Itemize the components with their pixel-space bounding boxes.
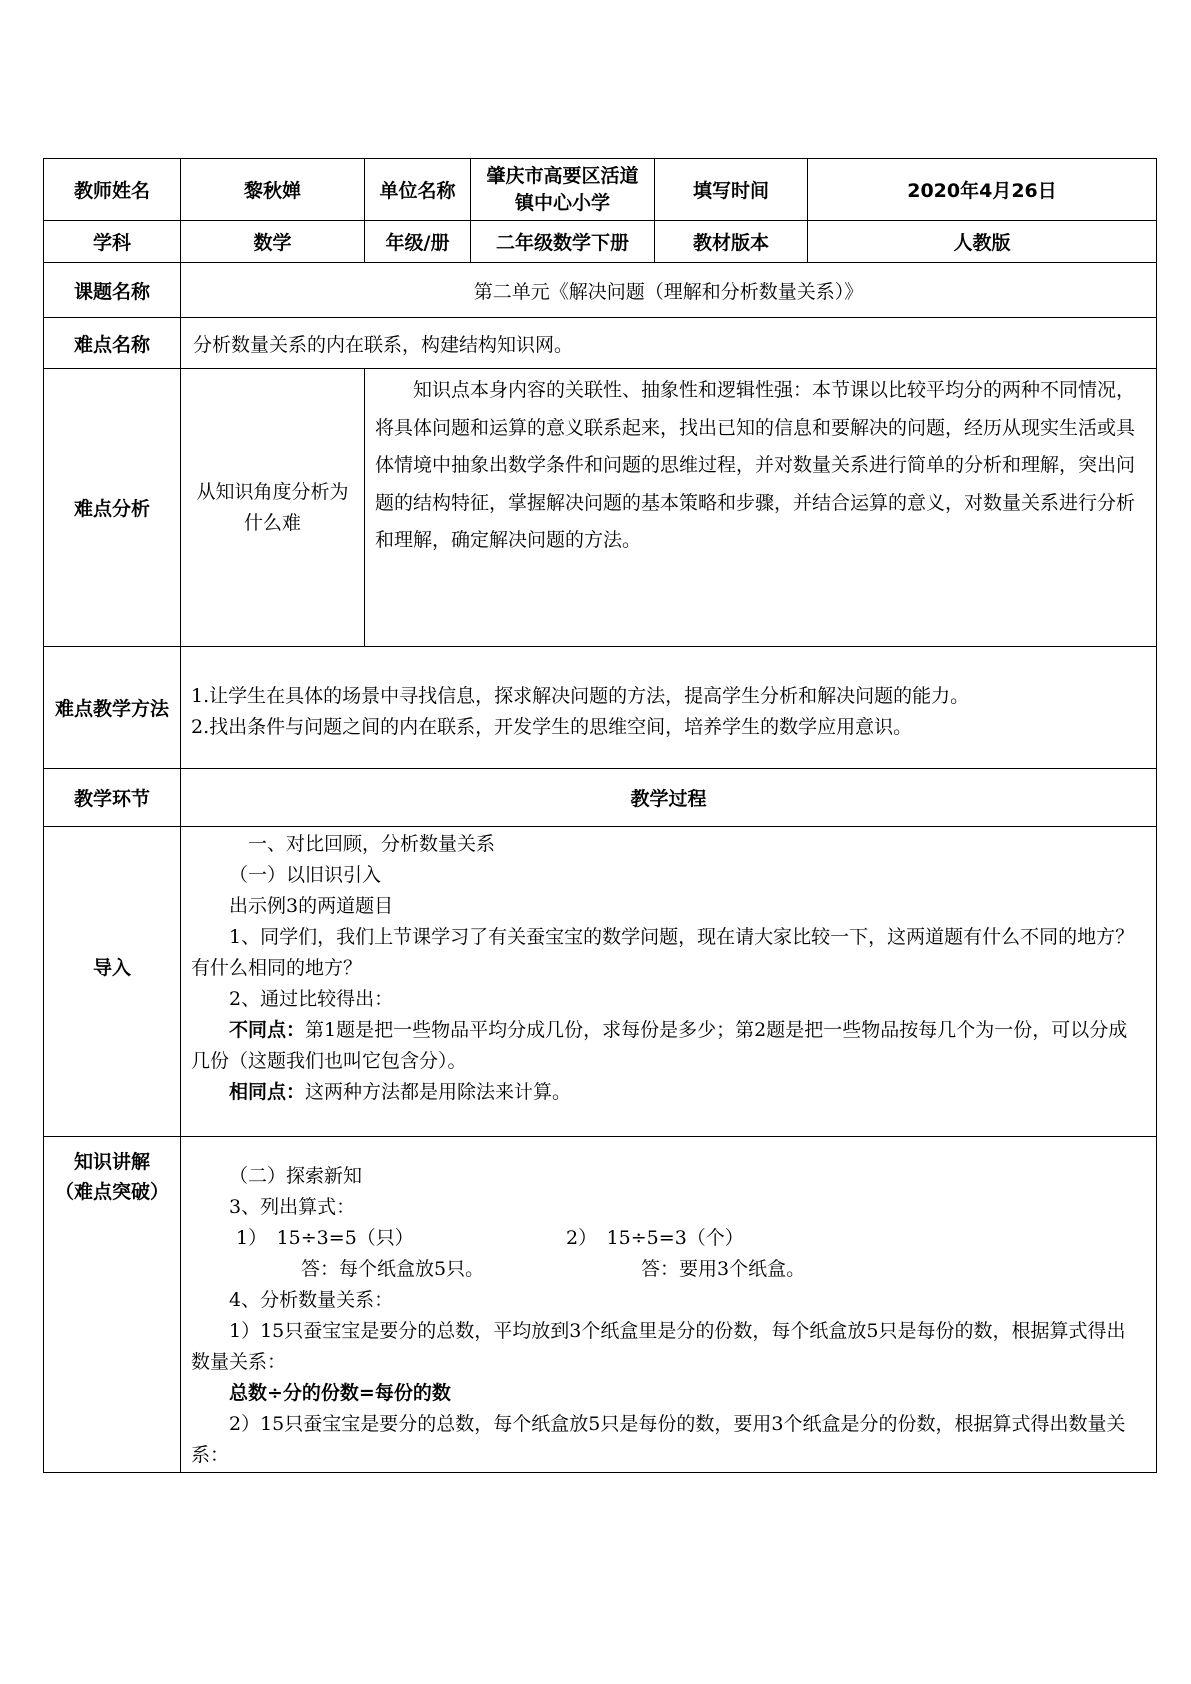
intro-p3: 出示例3的两道题目	[229, 895, 394, 917]
intro-p5: 2、通过比较得出：	[229, 988, 394, 1010]
subject-value: 数学	[181, 221, 365, 263]
unit-value	[471, 159, 655, 221]
edition-value: 人教版	[808, 221, 1157, 263]
grade-label: 年级/册	[365, 221, 471, 263]
analysis-sub-label-line2: 什么难	[243, 511, 301, 534]
knowledge-label-line2: （难点突破）	[54, 1181, 169, 1203]
analysis-sub-label-line1: 从知识角度分析为	[196, 480, 349, 503]
intro-p2: （一）以旧识引入	[229, 864, 382, 886]
teacher-value: 黎秋婵	[181, 159, 365, 221]
analysis-text-cell	[365, 369, 1157, 647]
intro-p1: 一、对比回顾，分析数量关系	[248, 833, 496, 855]
analysis-row	[44, 369, 1157, 647]
calc-2: 2） 15÷5=3（个）	[566, 1227, 744, 1249]
answer-row	[191, 1254, 1142, 1285]
difficulty-label: 难点名称	[44, 318, 181, 369]
teacher-label: 教师姓名	[44, 159, 181, 221]
stage-label: 教学环节	[44, 769, 181, 827]
date-value: 2020年4月26日	[808, 159, 1157, 221]
method-line1: 1.让学生在具体的场景中寻找信息，探求解决问题的方法，提高学生分析和解决问题的能力。	[191, 685, 970, 707]
intro-cell	[181, 827, 1157, 1137]
unit-value-line1: 肇庆市高要区活道	[486, 164, 639, 187]
knowledge-label-line1: 知识讲解	[73, 1151, 150, 1173]
knowledge-p1: （二）探索新知	[229, 1165, 363, 1187]
answer-1: 答：每个纸盒放5只。	[301, 1258, 485, 1280]
knowledge-label	[44, 1137, 181, 1473]
intro-p4: 1、同学们，我们上节课学习了有关蚕宝宝的数学问题，现在请大家比较一下，这两道题有什么不同的地方？有什么相同的地方？	[191, 926, 1135, 979]
process-label: 教学过程	[181, 769, 1157, 827]
difficulty-row	[44, 318, 1157, 369]
date-label: 填写时间	[655, 159, 808, 221]
grade-value: 二年级数学下册	[471, 221, 655, 263]
method-row	[44, 647, 1157, 769]
intro-same	[191, 1077, 1142, 1108]
subject-label: 学科	[44, 221, 181, 263]
unit-value-line2: 镇中心小学	[514, 191, 610, 214]
unit-label: 单位名称	[365, 159, 471, 221]
intro-row	[44, 827, 1157, 1137]
knowledge-p3: 4、分析数量关系：	[229, 1289, 394, 1311]
same-label: 相同点：	[229, 1081, 306, 1103]
knowledge-p2: 3、列出算式：	[229, 1196, 356, 1218]
process-header-row	[44, 769, 1157, 827]
calc-1: 1） 15÷3=5（只）	[236, 1227, 414, 1249]
analysis-text: 知识点本身内容的关联性、抽象性和逻辑性强：本节课以比较平均分的两种不同情况，将具体问题和运算的意义联系起来，找出已知的信息和要解决的问题，经历从现实生活或具体情境中抽象出数学条件和问题的思维过程，并对数量关系进行简单的分析和理解，突出问题的结构特征，掌握解决问题的基本策略和步骤，并结合运算的意义，对数量关系进行分析和理解，确定解决问题的方法。	[375, 379, 1136, 551]
topic-value: 第二单元《解决问题（理解和分析数量关系）》	[181, 263, 1157, 318]
same-text: 这两种方法都是用除法来计算。	[305, 1081, 572, 1103]
difficulty-value: 分析数量关系的内在联系，构建结构知识网。	[181, 318, 1157, 369]
knowledge-p4: 1）15只蚕宝宝是要分的总数，平均放到3个纸盒里是分的份数，每个纸盒放5只是每份的数，根据算式得出数量关系：	[191, 1320, 1126, 1373]
knowledge-cell	[181, 1137, 1157, 1473]
intro-label: 导入	[44, 827, 181, 1137]
header-row-1	[44, 159, 1157, 221]
answer-2: 答：要用3个纸盒。	[641, 1258, 806, 1280]
calc-row	[191, 1223, 1142, 1254]
topic-label: 课题名称	[44, 263, 181, 318]
knowledge-p5: 2）15只蚕宝宝是要分的总数，每个纸盒放5只是每份的数，要用3个纸盒是分的份数，根据算式得出数量关系：	[191, 1413, 1126, 1466]
formula: 总数÷分的份数=每份的数	[229, 1382, 451, 1404]
intro-diff	[191, 1015, 1142, 1077]
lesson-plan-table	[43, 158, 1157, 1473]
diff-text: 第1题是把一些物品平均分成几份，求每份是多少；第2题是把一些物品按每几个为一份，可以分成几份（这题我们也叫它包含分）。	[191, 1019, 1128, 1072]
method-line2: 2.找出条件与问题之间的内在联系，开发学生的思维空间，培养学生的数学应用意识。	[191, 716, 913, 738]
header-row-2	[44, 221, 1157, 263]
topic-row	[44, 263, 1157, 318]
knowledge-row	[44, 1137, 1157, 1473]
diff-label: 不同点：	[229, 1019, 306, 1041]
method-cell	[181, 647, 1157, 769]
edition-label: 教材版本	[655, 221, 808, 263]
method-label: 难点教学方法	[44, 647, 181, 769]
analysis-sub-label	[181, 369, 365, 647]
analysis-label: 难点分析	[44, 369, 181, 647]
